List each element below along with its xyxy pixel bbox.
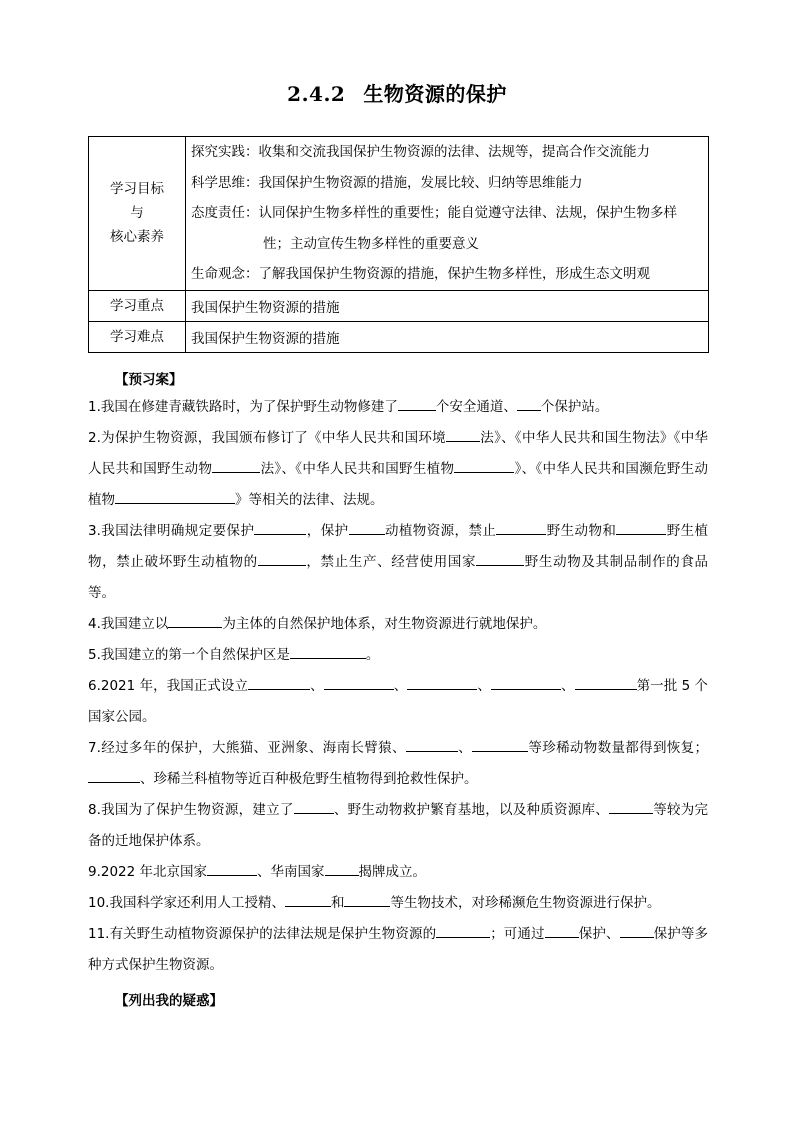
goals-body-cell [186,137,709,291]
answer-blank[interactable] [290,644,366,659]
question-text: 、珍稀兰科植物等近百种极危野生植物得到抢救性保护。 [140,771,478,787]
question-text: ，禁止生产、经营使用国家 [305,554,477,570]
answer-blank[interactable] [344,892,390,907]
answer-blank[interactable] [496,520,546,535]
question-text: 个安全通道、 [435,399,517,415]
learning-goals-table [88,136,709,353]
question-text: ；可通过 [490,926,545,942]
question-10 [88,888,708,919]
question-7 [88,733,708,795]
question-text: 个保护站。 [540,399,609,415]
goals-row [89,137,709,291]
difficulty-label: 学习难点 [89,321,186,352]
answer-blank[interactable] [609,799,653,814]
answer-blank[interactable] [491,675,561,690]
answer-blank[interactable] [248,675,310,690]
question-text: 11.有关野生动植物资源保护的法律法规是保护生物资源的 [88,926,437,942]
answer-blank[interactable] [517,396,541,411]
goal-line: 科学思维：我国保护生物资源的措施，发展比较、归纳等思维能力 [191,174,583,191]
answer-blank[interactable] [88,768,140,783]
question-text: 野生植物，禁止破坏野生动植物的 [88,523,709,570]
question-text: 、 [310,678,324,694]
key-point-label: 学习重点 [89,290,186,321]
question-text: 2.为保护生物资源，我国颁布修订了《中华人民共和国环境 [88,430,446,446]
answer-blank[interactable] [472,737,528,752]
goals-head-line: 核心素养 [110,229,164,246]
question-text: 7.经过多年的保护，大熊猫、亚洲象、海南长臂猿、 [88,740,406,756]
answer-blank[interactable] [324,675,394,690]
question-text: 等珍稀动物数量都得到恢复； [528,740,709,756]
question-text: 保护等多种方式保护生物资源。 [88,926,709,973]
answer-blank[interactable] [207,861,257,876]
goals-head-line: 学习目标 [110,181,164,198]
answer-blank[interactable] [446,427,480,442]
question-text: 保护、 [578,926,620,942]
answer-blank[interactable] [294,799,334,814]
question-text: 3.我国法律明确规定要保护 [88,523,255,539]
question-text: 、 [457,740,473,756]
question-text: 等较为完备的迁地保护体系。 [88,802,708,849]
question-text: 9.2022 年北京国家 [88,864,208,880]
answer-blank[interactable] [575,675,637,690]
goals-head-line: 与 [130,205,144,222]
answer-blank[interactable] [407,675,477,690]
answer-blank[interactable] [398,396,436,411]
answer-blank[interactable] [168,613,222,628]
goal-line: 探究实践：收集和交流我国保护生物资源的法律、法规等，提高合作交流能力 [191,144,650,160]
question-9 [88,857,708,888]
question-text: 10.我国科学家还利用人工授精、 [88,895,285,911]
answer-blank[interactable] [406,737,458,752]
question-text: 第一批 5 个国家公园。 [88,678,709,725]
question-text: 。 [365,647,380,663]
question-8 [88,795,708,857]
question-text: 法》、《中华人民共和国野生植物 [260,461,455,477]
goal-line: 性；主动宣传生物多样性的重要意义 [263,235,479,252]
title-text: 生物资源的保护 [363,82,507,106]
question-text: 和 [330,895,345,911]
question-text: 、华南国家 [257,864,325,880]
page-title [0,78,794,107]
answer-blank[interactable] [349,520,385,535]
question-text: 、 [393,678,408,694]
answer-blank[interactable] [325,861,359,876]
question-text: 等生物技术，对珍稀濒危生物资源进行保护。 [390,895,661,911]
answer-blank[interactable] [454,458,514,473]
question-text: 野生动物及其制品制作的食品等。 [88,554,709,601]
question-text: 野生动物和 [546,523,617,539]
question-text: 》、《中华人民共和国濒危野生动植物 [88,461,708,508]
question-5 [88,640,708,671]
question-text: 6.2021 年，我国正式设立 [88,678,249,694]
question-text: 为主体的自然保护地体系，对生物资源进行就地保护。 [222,616,547,632]
answer-blank[interactable] [115,489,235,504]
goals-head-cell [89,137,186,291]
question-11 [88,919,708,981]
key-point-row [89,290,709,321]
goal-line: 态度责任：认同保护生物多样性的重要性；能自觉遵守法律、法规，保护生物多样 [191,205,677,221]
question-text: 5.我国建立的第一个自然保护区是 [88,647,290,663]
question-text: 1.我国在修建青藏铁路时，为了保护野生动物修建了 [88,399,398,415]
question-text: 》等相关的法律、法规。 [235,492,384,508]
question-text: ，保护 [306,523,349,539]
question-4 [88,609,708,640]
question-text: 法》、《中华人民共和国生物法》《中华人民共和国野生动物 [88,430,708,477]
answer-blank[interactable] [254,520,306,535]
question-6 [88,671,708,733]
title-number: 2.4.2 [287,82,346,106]
key-point-text: 我国保护生物资源的措施 [186,290,709,321]
goal-line: 生命观念：了解我国保护生物资源的措施，保护生物多样性，形成生态文明观 [191,266,650,282]
question-text: 、野生动物救护繁育基地，以及种质资源库、 [333,802,609,818]
answer-blank[interactable] [620,923,654,938]
answer-blank[interactable] [616,520,666,535]
question-text: 、 [560,678,575,694]
question-text: 8.我国为了保护生物资源，建立了 [88,802,294,818]
doubts-heading: 【列出我的疑惑】 [115,993,223,1009]
answer-blank[interactable] [212,458,260,473]
question-3 [88,516,708,609]
question-2 [88,423,708,516]
question-text: 揭牌成立。 [358,864,427,880]
difficulty-row [89,321,709,352]
answer-blank[interactable] [545,923,579,938]
question-text: 动植物资源，禁止 [384,523,497,539]
difficulty-text: 我国保护生物资源的措施 [186,321,709,352]
question-1 [88,392,708,423]
question-text: 、 [477,678,491,694]
preview-heading: 【预习案】 [115,372,183,388]
question-text: 4.我国建立以 [88,616,169,632]
answer-blank[interactable] [285,892,331,907]
answer-blank[interactable] [436,923,490,938]
answer-blank[interactable] [476,551,524,566]
answer-blank[interactable] [258,551,306,566]
